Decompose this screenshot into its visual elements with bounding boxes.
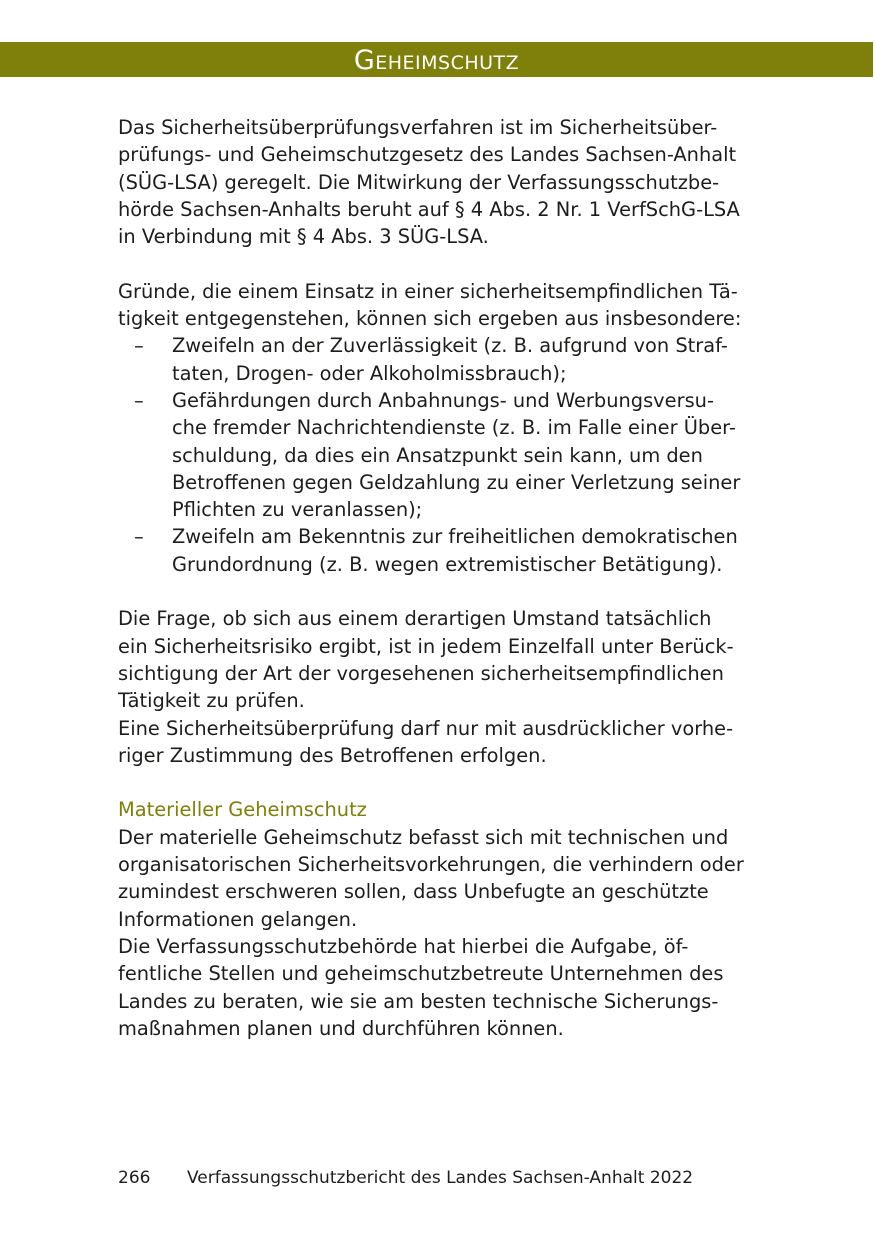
text-line: maßnahmen planen und durchführen können. <box>118 1016 564 1040</box>
paragraph-legal-basis <box>118 114 758 250</box>
text-line: in Verbindung mit § 4 Abs. 3 SÜG-LSA. <box>118 225 489 249</box>
text-line: hörde Sachsen-Anhalts beruht auf § 4 Abs. 2 Nr. 1 VerfSchG-LSA <box>118 197 740 221</box>
text-line: Zweifeln am Bekenntnis zur freiheitlichen demokratischen <box>172 525 738 549</box>
text-line: Zweifeln an der Zuverlässigkeit (z. B. aufgrund von Straf- <box>172 334 728 358</box>
text-line: ein Sicherheitsrisiko ergibt, ist in jedem Einzelfall unter Berück- <box>118 634 734 658</box>
text-line: tigkeit entgegenstehen, können sich ergeben aus insbesondere: <box>118 307 742 331</box>
text-line: Grundordnung (z. B. wegen extremistischer Betätigung). <box>172 552 723 576</box>
chapter-header-bar <box>0 42 873 77</box>
page-content <box>118 114 758 1042</box>
text-line: zumindest erschweren sollen, dass Unbefugte an geschützte <box>118 880 709 904</box>
dash-marker: – <box>134 388 144 412</box>
paragraph-gap <box>118 578 758 605</box>
text-line: Das Sicherheitsüberprüfungsverfahren ist im Sicherheitsüber- <box>118 116 718 139</box>
text-line: Tätigkeit zu prüfen. <box>118 689 305 713</box>
paragraph-gap <box>118 250 758 277</box>
text-line: Informationen gelangen. <box>118 907 358 931</box>
text-line: Pflichten zu veranlassen); <box>172 498 423 522</box>
reasons-list <box>118 332 758 578</box>
text-line: Gefährdungen durch Anbahnungs- und Werbungsversu- <box>172 388 714 412</box>
paragraph-risk-assessment <box>118 605 758 769</box>
text-line: Eine Sicherheitsüberprüfung darf nur mit ausdrücklicher vorhe- <box>118 716 734 740</box>
text-line: fentliche Stellen und geheimschutzbetreute Unternehmen des <box>118 962 724 986</box>
text-line: (SÜG-LSA) geregelt. Die Mitwirkung der Verfassungsschutzbe- <box>118 170 720 194</box>
dash-marker: – <box>134 525 144 549</box>
text-line: schuldung, da dies ein Ansatzpunkt sein kann, um den <box>172 443 703 467</box>
text-line: sichtigung der Art der vorgesehenen sicherheitsempfindlichen <box>118 661 724 685</box>
text-line: Betroffenen gegen Geldzahlung zu einer Verletzung seiner <box>172 470 741 494</box>
text-line: prüfungs- und Geheimschutzgesetz des Landes Sachsen-Anhalt <box>118 143 737 167</box>
text-line: Gründe, die einem Einsatz in einer sicherheitsempfindlichen Tä- <box>118 279 738 303</box>
section-heading: Materieller Geheimschutz <box>118 798 367 822</box>
paragraph-reasons-intro <box>118 278 758 333</box>
text-line: Der materielle Geheimschutz befasst sich mit technischen und <box>118 825 729 849</box>
list-item <box>118 523 758 578</box>
text-line: taten, Drogen- oder Alkoholmissbrauch); <box>172 361 567 385</box>
paragraph-gap <box>118 769 758 796</box>
page-number: 266 <box>118 1168 151 1188</box>
text-line: Die Verfassungsschutzbehörde hat hierbei die Aufgabe, öf- <box>118 934 689 958</box>
page-footer <box>118 1166 693 1190</box>
text-line: che fremder Nachrichtendienste (z. B. im Falle einer Über- <box>172 416 736 440</box>
list-item <box>118 332 758 387</box>
chapter-title: Geheimschutz <box>353 45 520 76</box>
list-item <box>118 387 758 523</box>
dash-marker: – <box>134 334 144 358</box>
text-line: riger Zustimmung des Betroffenen erfolgen. <box>118 743 547 767</box>
publication-title: Verfassungsschutzbericht des Landes Sachsen-Anhalt 2022 <box>187 1168 694 1188</box>
text-line: Landes zu beraten, wie sie am besten technische Sicherungs- <box>118 989 719 1013</box>
text-line: organisatorischen Sicherheitsvorkehrungen, die verhindern oder <box>118 853 744 877</box>
text-line: Die Frage, ob sich aus einem derartigen Umstand tatsächlich <box>118 607 712 631</box>
section-material-protection <box>118 796 758 1042</box>
